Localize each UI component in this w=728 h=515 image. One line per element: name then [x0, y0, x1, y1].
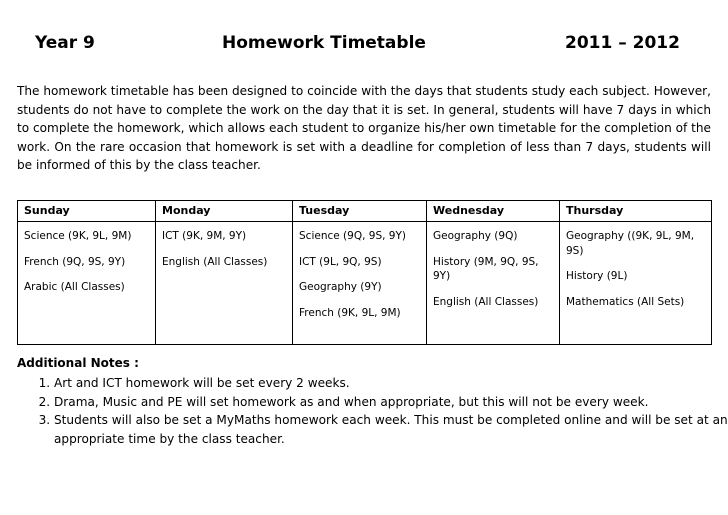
document-title: Homework Timetable [222, 33, 426, 53]
day-header-tuesday: Tuesday [293, 201, 427, 222]
subject-item: Geography (9Q) [433, 230, 518, 242]
subject-item: English (All Classes) [162, 255, 268, 268]
subject-item: Geography ((9K, 9L, 9M, 9S) [566, 230, 695, 257]
day-header-sunday: Sunday [18, 201, 156, 222]
subject-item: Mathematics (All Sets) [566, 295, 685, 308]
timetable-header-row [18, 201, 712, 222]
year-label: Year 9 [35, 33, 95, 53]
subject-item: Arabic (All Classes) [24, 281, 125, 293]
subject-item: Science (9Q, 9S, 9Y) [299, 230, 406, 242]
academic-year: 2011 – 2012 [565, 33, 680, 53]
day-cell-tuesday [293, 222, 427, 345]
day-cell-wednesday [427, 222, 560, 345]
day-header-thursday: Thursday [560, 201, 712, 222]
subject-item: Science (9K, 9L, 9M) [24, 230, 132, 242]
day-cell-sunday [18, 222, 156, 345]
homework-timetable [17, 200, 712, 345]
additional-notes-list [34, 374, 728, 448]
day-header-wednesday: Wednesday [427, 201, 560, 222]
intro-paragraph: The homework timetable has been designed to coincide with the days that students study each subject. However, students do not have to complete the work on the day that it is set. In general, students will have 7 days in which to complete the homework, which allows each student to organize his/her own timetable for the completion of the work. On the rare occasion that homework is set with a deadline for completion of less than 7 days, students will be informed of this by the class teacher. [17, 84, 711, 173]
subject-item: ICT (9K, 9M, 9Y) [162, 230, 247, 242]
note-item: 2. Drama, Music and PE will set homework as and when appropriate, but this will not be every week. [54, 393, 728, 412]
timetable-row [18, 222, 712, 345]
note-item: 1. Art and ICT homework will be set every 2 weeks. [54, 374, 728, 393]
subject-item: ICT (9L, 9Q, 9S) [299, 255, 382, 268]
day-header-monday: Monday [156, 201, 293, 222]
additional-notes-heading: Additional Notes : [17, 356, 139, 370]
subject-item: French (9K, 9L, 9M) [299, 306, 401, 319]
day-cell-monday [156, 222, 293, 345]
document-header [0, 33, 728, 57]
day-cell-thursday [560, 222, 712, 345]
subject-item: English (All Classes) [433, 295, 539, 308]
subject-item: History (9L) [566, 270, 628, 282]
subject-item: History (9M, 9Q, 9S, 9Y) [433, 255, 539, 282]
note-item: 3. Students will also be set a MyMaths homework each week. This must be completed online and will be set at an appropriate time by the class teacher. [54, 411, 728, 448]
subject-item: French (9Q, 9S, 9Y) [24, 255, 126, 268]
subject-item: Geography (9Y) [299, 281, 382, 293]
